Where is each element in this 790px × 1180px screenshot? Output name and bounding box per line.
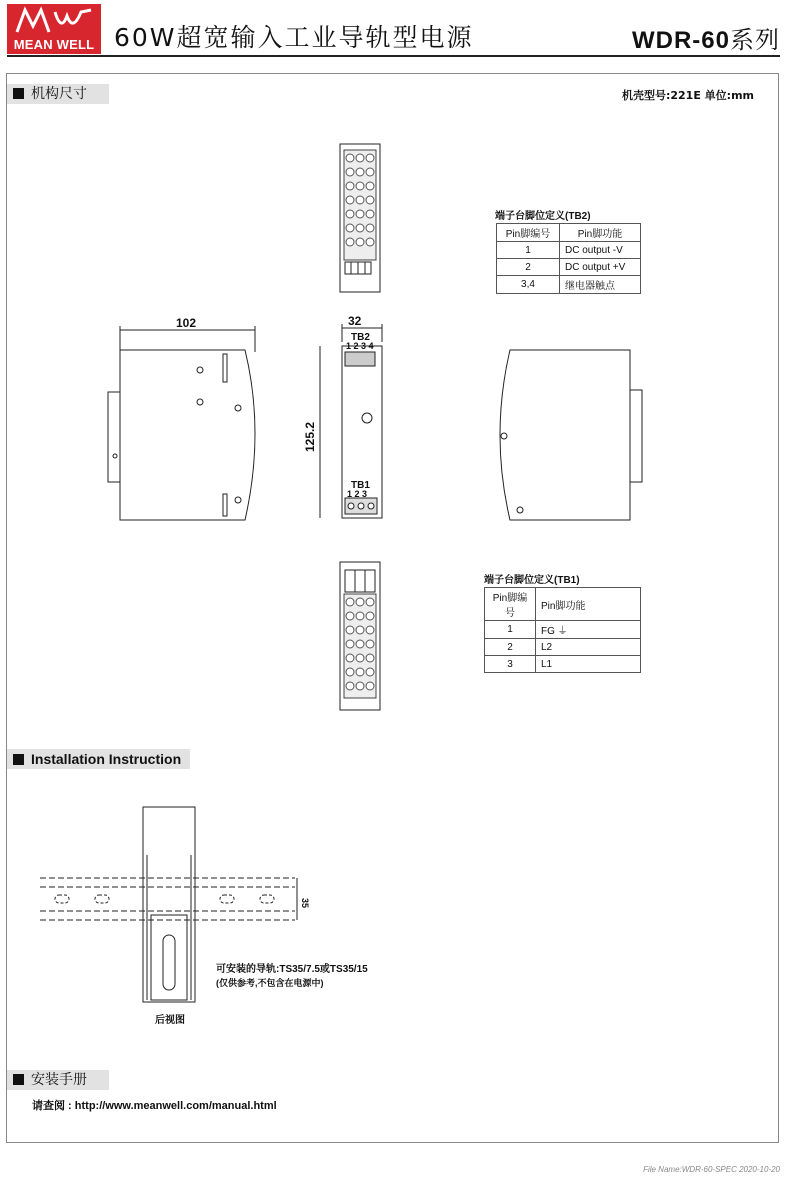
table-row — [485, 621, 641, 639]
table-cell: 2 — [485, 639, 536, 656]
series-model: WDR-60 — [631, 27, 730, 54]
section-manual-title: 安装手册 — [31, 1072, 87, 1088]
tb2-table — [496, 223, 641, 294]
table-header: Pin脚编号 — [485, 588, 536, 621]
top-view-drawing — [330, 140, 390, 295]
table-cell: 1 — [497, 242, 560, 259]
section-installation-title: Installation Instruction — [31, 751, 182, 767]
bottom-view-drawing — [330, 560, 390, 715]
table-header-row — [497, 224, 641, 242]
table-cell: L2 — [536, 639, 641, 656]
dim-height-label: 125.2 — [303, 421, 317, 452]
square-bullet-icon — [13, 1074, 24, 1085]
dim-depth-label: 32 — [348, 314, 362, 328]
case-info: 机壳型号:221E 单位:mm — [621, 89, 754, 102]
table-header: Pin脚功能 — [559, 224, 640, 242]
section-mechanical-title: 机构尺寸 — [31, 86, 87, 102]
tb2-front-pins: 1 2 3 4 — [346, 341, 374, 351]
page-title: 60W超宽输入工业导轨型电源 — [114, 23, 474, 52]
table-cell: FG ⏚ — [536, 621, 641, 639]
table-cell: 2 — [497, 259, 560, 276]
tb1-title: 端子台脚位定义(TB1) — [484, 575, 580, 586]
table-header: Pin脚功能 — [536, 588, 641, 621]
table-row — [497, 276, 641, 294]
tb2-title: 端子台脚位定义(TB2) — [495, 211, 591, 222]
table-row — [485, 656, 641, 673]
mw-logo-icon — [7, 6, 101, 36]
section-manual — [7, 1070, 109, 1090]
table-cell: L1 — [536, 656, 641, 673]
table-cell: 继电器触点 — [559, 276, 640, 294]
rail-dim-label: 35 — [300, 897, 311, 909]
table-row — [497, 259, 641, 276]
square-bullet-icon — [13, 88, 24, 99]
table-row — [497, 242, 641, 259]
table-cell: DC output +V — [559, 259, 640, 276]
header-divider — [7, 55, 780, 57]
rail-note: 可安装的导轨:TS35/7.5或TS35/15 — [216, 964, 368, 975]
series-suffix: 系列 — [730, 26, 780, 54]
rear-view-label: 后视图 — [155, 1015, 185, 1026]
tb1-front-label: TB1 — [351, 480, 370, 491]
logo-text: MEAN WELL — [13, 37, 95, 52]
dim-width-label: 102 — [176, 316, 197, 330]
manual-link[interactable]: 请查阅 : http://www.meanwell.com/manual.html — [32, 1100, 277, 1112]
tb2-front-label: TB2 — [351, 332, 370, 343]
side-view-right-drawing — [490, 340, 650, 530]
section-installation — [7, 749, 190, 769]
brand-logo — [7, 4, 101, 54]
table-row — [485, 639, 641, 656]
table-header: Pin脚编号 — [497, 224, 560, 242]
table-header-row — [485, 588, 641, 621]
tb1-table — [484, 587, 641, 673]
table-cell: 3 — [485, 656, 536, 673]
side-view-left-drawing — [105, 322, 270, 527]
table-cell: 1 — [485, 621, 536, 639]
square-bullet-icon — [13, 754, 24, 765]
tb1-front-pins: 1 2 3 — [347, 489, 368, 499]
rail-subnote: (仅供参考,不包含在电源中) — [216, 978, 324, 988]
table-cell: DC output -V — [559, 242, 640, 259]
section-mechanical — [7, 84, 109, 104]
series-title — [632, 20, 780, 55]
table-cell: 3,4 — [497, 276, 560, 294]
footer-filename: File Name:WDR-60-SPEC 2020-10-20 — [643, 1165, 780, 1174]
